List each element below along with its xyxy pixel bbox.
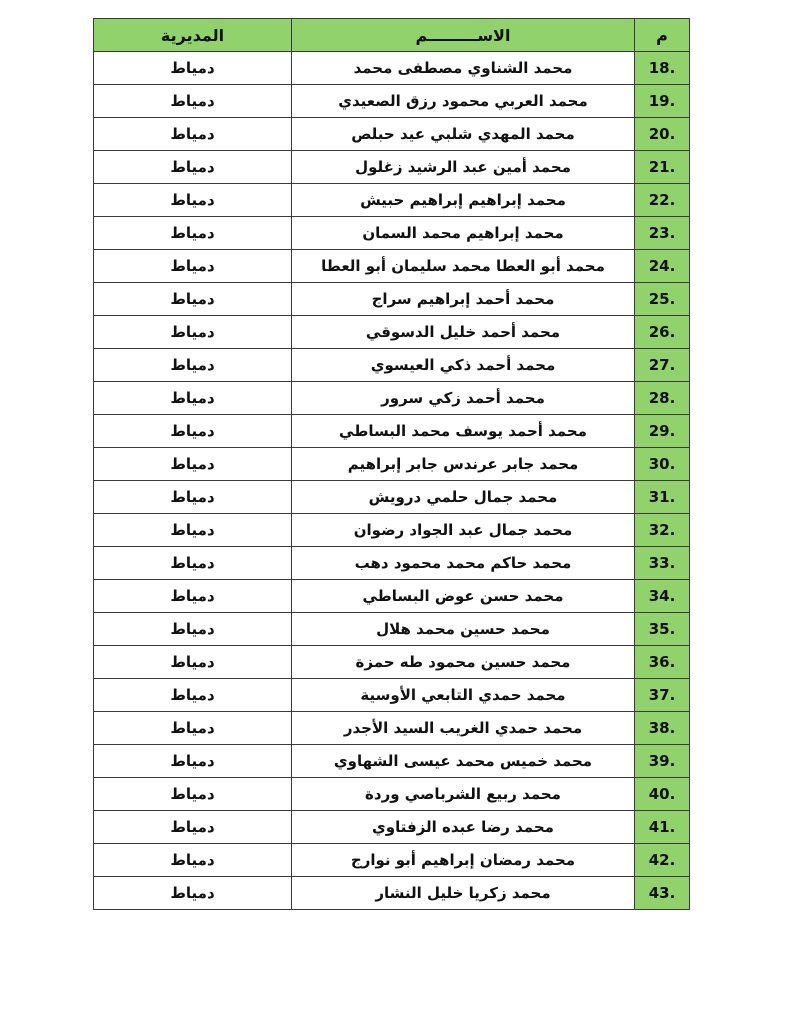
department-cell: دمياط xyxy=(94,52,292,85)
number-cell: 35. xyxy=(635,613,690,646)
table-row xyxy=(94,448,690,481)
name-cell: محمد حسين محمود طه حمزة xyxy=(292,646,635,679)
name-cell: محمد جابر عرندس جابر إبراهيم xyxy=(292,448,635,481)
name-cell: محمد أحمد يوسف محمد البساطي xyxy=(292,415,635,448)
department-cell: دمياط xyxy=(94,316,292,349)
number-cell: 21. xyxy=(635,151,690,184)
department-cell: دمياط xyxy=(94,877,292,910)
name-cell: محمد حسن عوض البساطي xyxy=(292,580,635,613)
name-cell: محمد جمال حلمي درويش xyxy=(292,481,635,514)
department-cell: دمياط xyxy=(94,283,292,316)
department-cell: دمياط xyxy=(94,382,292,415)
name-cell: محمد العربي محمود رزق الصعيدي xyxy=(292,85,635,118)
table-row xyxy=(94,547,690,580)
table-row xyxy=(94,382,690,415)
table-row xyxy=(94,217,690,250)
number-cell: 29. xyxy=(635,415,690,448)
department-cell: دمياط xyxy=(94,844,292,877)
department-cell: دمياط xyxy=(94,481,292,514)
department-cell: دمياط xyxy=(94,217,292,250)
name-cell: محمد الشناوي مصطفى محمد xyxy=(292,52,635,85)
number-cell: 39. xyxy=(635,745,690,778)
name-cell: محمد أحمد خليل الدسوقي xyxy=(292,316,635,349)
department-cell: دمياط xyxy=(94,85,292,118)
name-cell: محمد رمضان إبراهيم أبو نوارج xyxy=(292,844,635,877)
table-row xyxy=(94,877,690,910)
name-cell: محمد إبراهيم محمد السمان xyxy=(292,217,635,250)
name-cell: محمد حمدي الغريب السيد الأجدر xyxy=(292,712,635,745)
header-row xyxy=(94,19,690,52)
department-cell: دمياط xyxy=(94,547,292,580)
department-cell: دمياط xyxy=(94,514,292,547)
department-cell: دمياط xyxy=(94,151,292,184)
department-cell: دمياط xyxy=(94,415,292,448)
department-cell: دمياط xyxy=(94,745,292,778)
table-row xyxy=(94,514,690,547)
number-cell: 33. xyxy=(635,547,690,580)
number-cell: 24. xyxy=(635,250,690,283)
name-cell: محمد أحمد إبراهيم سراج xyxy=(292,283,635,316)
name-cell: محمد أمين عبد الرشيد زغلول xyxy=(292,151,635,184)
table-body xyxy=(94,52,690,910)
table-row xyxy=(94,712,690,745)
table-row xyxy=(94,580,690,613)
name-cell: محمد ربيع الشرباصي وردة xyxy=(292,778,635,811)
department-cell: دمياط xyxy=(94,613,292,646)
number-cell: 18. xyxy=(635,52,690,85)
number-cell: 32. xyxy=(635,514,690,547)
table-row xyxy=(94,613,690,646)
names-table xyxy=(93,18,690,910)
number-cell: 42. xyxy=(635,844,690,877)
department-cell: دمياط xyxy=(94,349,292,382)
number-cell: 37. xyxy=(635,679,690,712)
name-cell: محمد أبو العطا محمد سليمان أبو العطا xyxy=(292,250,635,283)
name-cell: محمد خميس محمد عيسى الشهاوي xyxy=(292,745,635,778)
name-cell: محمد حسين محمد هلال xyxy=(292,613,635,646)
table-row xyxy=(94,85,690,118)
name-cell: محمد أحمد ذكي العيسوي xyxy=(292,349,635,382)
number-cell: 22. xyxy=(635,184,690,217)
department-cell: دمياط xyxy=(94,118,292,151)
department-cell: دمياط xyxy=(94,712,292,745)
department-cell: دمياط xyxy=(94,184,292,217)
department-cell: دمياط xyxy=(94,679,292,712)
table-row xyxy=(94,118,690,151)
table-row xyxy=(94,481,690,514)
table-row xyxy=(94,349,690,382)
number-cell: 26. xyxy=(635,316,690,349)
number-cell: 25. xyxy=(635,283,690,316)
department-cell: دمياط xyxy=(94,811,292,844)
table-row xyxy=(94,811,690,844)
number-column-header: م xyxy=(635,19,690,52)
name-cell: محمد جمال عبد الجواد رضوان xyxy=(292,514,635,547)
number-cell: 34. xyxy=(635,580,690,613)
department-cell: دمياط xyxy=(94,778,292,811)
name-cell: محمد المهدي شلبي عيد حبلص xyxy=(292,118,635,151)
table-header xyxy=(94,19,690,52)
table-row xyxy=(94,778,690,811)
number-cell: 19. xyxy=(635,85,690,118)
department-cell: دمياط xyxy=(94,580,292,613)
department-cell: دمياط xyxy=(94,646,292,679)
table-row xyxy=(94,646,690,679)
table-row xyxy=(94,283,690,316)
table-row xyxy=(94,415,690,448)
department-cell: دمياط xyxy=(94,250,292,283)
table-row xyxy=(94,745,690,778)
department-cell: دمياط xyxy=(94,448,292,481)
name-cell: محمد رضا عبده الزفتاوي xyxy=(292,811,635,844)
number-cell: 40. xyxy=(635,778,690,811)
number-cell: 20. xyxy=(635,118,690,151)
number-cell: 38. xyxy=(635,712,690,745)
number-cell: 27. xyxy=(635,349,690,382)
name-cell: محمد حاكم محمد محمود دهب xyxy=(292,547,635,580)
number-cell: 41. xyxy=(635,811,690,844)
table-row xyxy=(94,679,690,712)
number-cell: 30. xyxy=(635,448,690,481)
table-row xyxy=(94,250,690,283)
number-cell: 43. xyxy=(635,877,690,910)
number-cell: 36. xyxy=(635,646,690,679)
department-column-header: المديرية xyxy=(94,19,292,52)
name-cell: محمد زكريا خليل النشار xyxy=(292,877,635,910)
table-row xyxy=(94,151,690,184)
name-cell: محمد حمدي التابعي الأوسية xyxy=(292,679,635,712)
table-row xyxy=(94,52,690,85)
number-cell: 23. xyxy=(635,217,690,250)
table-row xyxy=(94,844,690,877)
name-cell: محمد إبراهيم إبراهيم حبيش xyxy=(292,184,635,217)
name-cell: محمد أحمد زكي سرور xyxy=(292,382,635,415)
table-row xyxy=(94,316,690,349)
name-column-header: الاســـــــــم xyxy=(292,19,635,52)
number-cell: 31. xyxy=(635,481,690,514)
table-row xyxy=(94,184,690,217)
number-cell: 28. xyxy=(635,382,690,415)
